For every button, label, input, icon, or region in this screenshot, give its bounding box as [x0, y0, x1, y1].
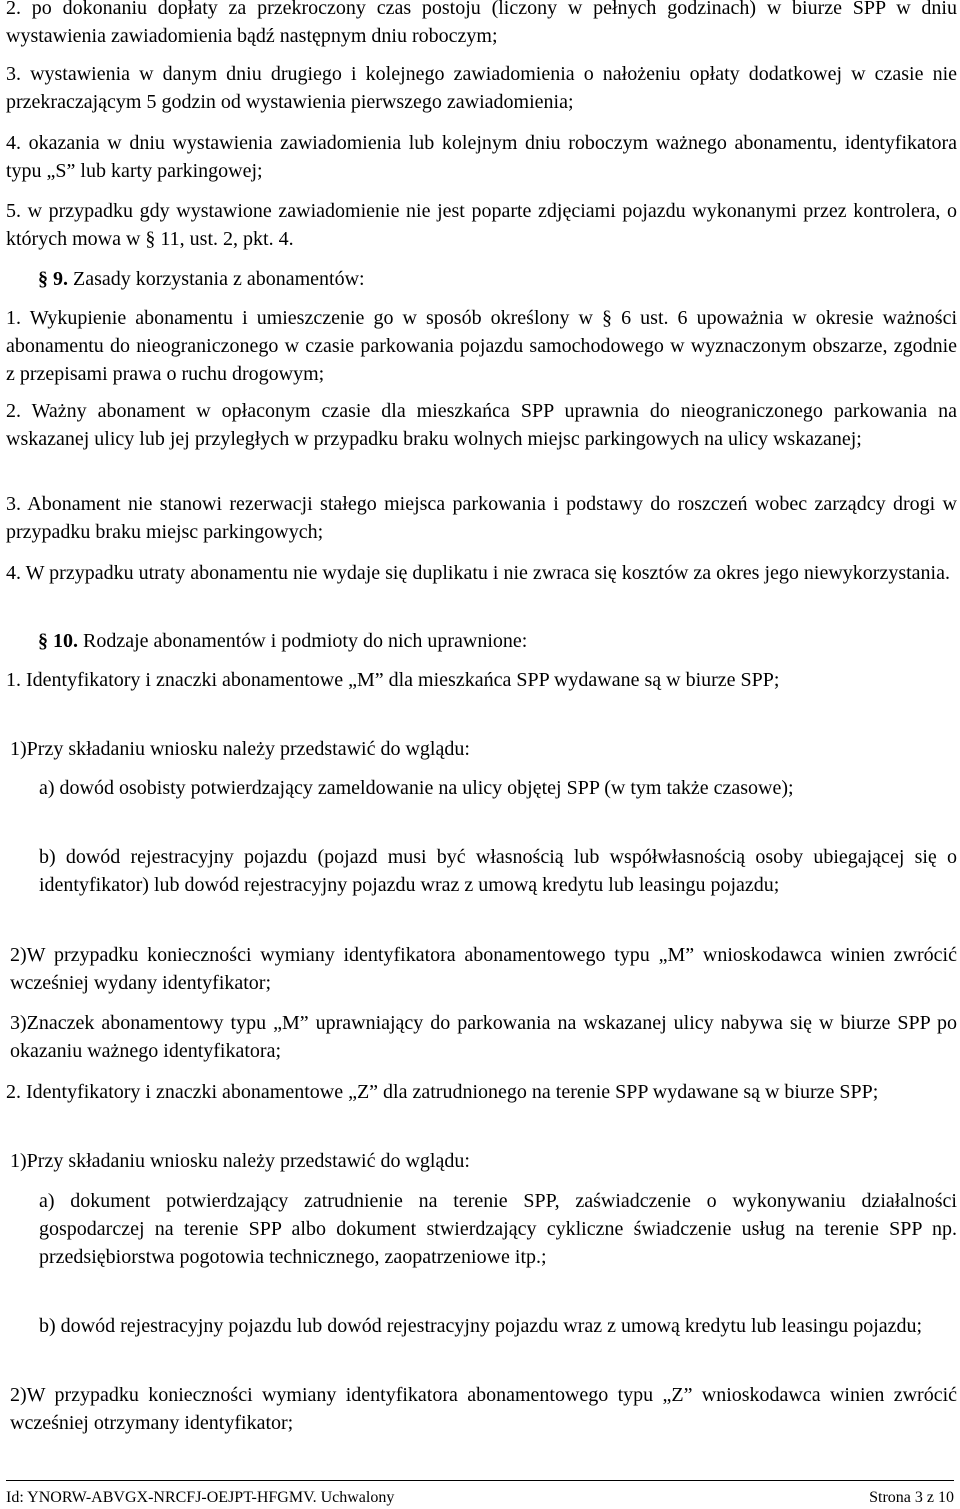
section-9-title: Zasady korzystania z abonamentów:: [73, 268, 365, 290]
section-10-item-1-point-1-b: b) dowód rejestracyjny pojazdu (pojazd musi być własnością lub współwłasnością osoby ubiegającej się o identyfikator) lub dowód rejestracyjny pojazdu wraz z umową kredytu lub leasingu pojazdu;: [39, 846, 957, 896]
section-10-item-1-point-1: 1)Przy składaniu wniosku należy przedstawić do wglądu:: [10, 738, 470, 760]
section-10-number: § 10.: [38, 630, 78, 652]
section-9-item-1: 1. Wykupienie abonamentu i umieszczenie go w sposób określony w § 6 ust. 6 upoważnia w okresie ważności abonamentu do nieograniczonego w czasie parkowania pojazdu samochodowego w wyznaczonym obszarze, zgodnie z przepisami prawa o ruchu drogowym;: [6, 307, 957, 385]
paragraph-4: 4. okazania w dniu wystawienia zawiadomienia lub kolejnym dniu roboczym ważnego abonamentu, identyfikatora typu „S” lub karty parkingowej;: [6, 132, 957, 182]
document-id: Id: YNORW-ABVGX-NRCFJ-OEJPT-HFGMV. Uchwalony: [6, 1489, 395, 1506]
section-10-item-1-point-2: 2)W przypadku konieczności wymiany identyfikatora abonamentowego typu „M” wnioskodawca winien zwrócić wcześniej wydany identyfikator;: [10, 944, 957, 994]
section-10-item-1: 1. Identyfikatory i znaczki abonamentowe „M” dla mieszkańca SPP wydawane są w biurze SPP;: [6, 669, 780, 691]
section-9-heading: [6, 265, 957, 293]
section-9-number: § 9.: [38, 268, 68, 290]
section-10-item-1-point-3: 3)Znaczek abonamentowy typu „M” uprawniający do parkowania na wskazanej ulicy nabywa się w biurze SPP po okazaniu ważnego identyfikatora;: [10, 1012, 957, 1062]
section-10-item-2-point-2: 2)W przypadku konieczności wymiany identyfikatora abonamentowego typu „Z” wnioskodawca winien zwrócić wcześniej otrzymany identyfikator;: [10, 1384, 957, 1434]
page-footer: [6, 1480, 954, 1507]
section-10-heading: [6, 627, 957, 655]
paragraph-5: 5. w przypadku gdy wystawione zawiadomienie nie jest poparte zdjęciami pojazdu wykonanymi przez kontrolera, o których mowa w § 11, ust. 2, pkt. 4.: [6, 200, 957, 250]
paragraph-3: 3. wystawienia w danym dniu drugiego i kolejnego zawiadomienia o nałożeniu opłaty dodatkowej w czasie nie przekraczającym 5 godzin od wystawienia pierwszego zawiadomienia;: [6, 63, 957, 113]
section-10-item-2: 2. Identyfikatory i znaczki abonamentowe „Z” dla zatrudnionego na terenie SPP wydawane są w biurze SPP;: [6, 1081, 879, 1103]
section-9-item-2: 2. Ważny abonament w opłaconym czasie dla mieszkańca SPP uprawnia do nieograniczonego parkowania na wskazanej ulicy lub jej przyległych w przypadku braku wolnych miejsc parkingowych na ulicy wskazanej;: [6, 400, 957, 450]
paragraph-2: 2. po dokonaniu dopłaty za przekroczony czas postoju (liczony w pełnych godzinach) w biurze SPP w dniu wystawienia zawiadomienia bądź następnym dniu roboczym;: [6, 0, 957, 47]
section-10-item-2-point-1-a: a) dokument potwierdzający zatrudnienie na terenie SPP, zaświadczenie o wykonywaniu działalności gospodarczej na terenie SPP albo dokument stwierdzający cykliczne świadczenie usług na terenie SPP np. przedsiębiorstwa pogotowia technicznego, zaopatrzeniowe itp.;: [39, 1190, 957, 1268]
page-number: Strona 3 z 10: [869, 1489, 954, 1506]
section-10-item-2-point-1: 1)Przy składaniu wniosku należy przedstawić do wglądu:: [10, 1150, 470, 1172]
section-10-item-1-point-1-a: a) dowód osobisty potwierdzający zameldowanie na ulicy objętej SPP (w tym także czasowe);: [39, 777, 794, 799]
section-9-item-3: 3. Abonament nie stanowi rezerwacji stałego miejsca parkowania i podstawy do roszczeń wobec zarządcy drogi w przypadku braku miejsc parkingowych;: [6, 493, 957, 543]
section-10-title: Rodzaje abonamentów i podmioty do nich uprawnione:: [83, 630, 528, 652]
section-10-item-2-point-1-b: b) dowód rejestracyjny pojazdu lub dowód rejestracyjny pojazdu wraz z umową kredytu lub leasingu pojazdu;: [39, 1315, 923, 1337]
section-9-item-4: 4. W przypadku utraty abonamentu nie wydaje się duplikatu i nie zwraca się kosztów za okres jego niewykorzystania.: [6, 562, 950, 584]
